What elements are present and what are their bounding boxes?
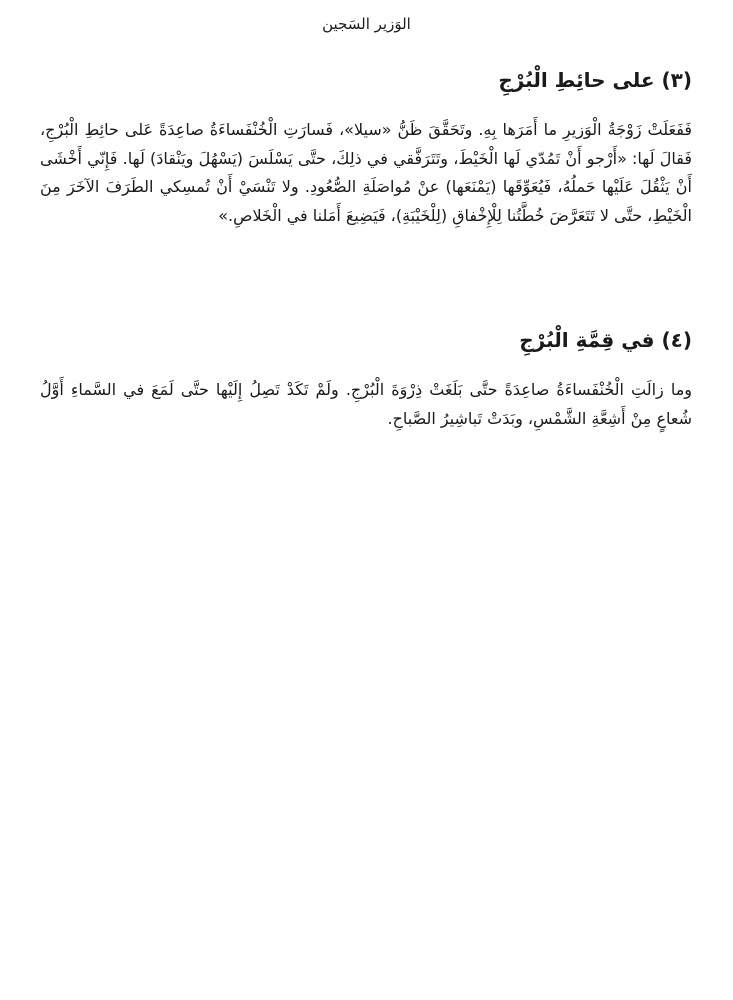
section-4-heading: (٤) في قِمَّةِ الْبُرْجِ bbox=[519, 328, 692, 352]
section-3-body: فَفَعَلَتْ زَوْجَةُ الْوَزيرِ ما أَمَرَها بِهِ. وتَحَقَّقَ ظَنُّ «سيلا»، فَسارَتِ الْخُنْفَساءَةُ صاعِدَةً عَلى حائِطِ الْبُرْجِ، فَقالَ لَها: «أَرْجو أَنْ تَمُدّي لَها الْخَيْطَ، وتَتَرَفَّقي في ذلِكَ، حتَّى يَسْلَسَ (يَسْهُلَ ويَنْقادَ) لَها. فَإِنّي أَخْشَى أَنْ يَثْقُلَ عَلَيْها حَملُهُ، فَيُعَوِّقَها (يَمْنَعَها) عنْ مُواصَلَةِ الصُّعُودِ. ولا تَنْسَيْ أَنْ تُمسِكي الطَرَفَ الآخَرَ مِنَ الْخَيْطِ، حتَّى لا تَتَعَرَّضَ خُطَّتُنا لِلْإِخْفاقِ (لِلْخَيْبَةِ)، فَيَضِيعَ أَمَلنا في الْخَلاصِ.» bbox=[40, 120, 692, 225]
section-3 bbox=[40, 62, 692, 230]
section-4 bbox=[40, 322, 692, 433]
section-3-heading: (٣) على حائِطِ الْبُرْجِ bbox=[498, 68, 692, 92]
running-header-title: الوَزير السَجين bbox=[322, 15, 411, 33]
section-4-body: وما زالَتِ الْخُنْفَساءَةُ صاعِدَةً حتَّى بَلَغَتْ ذِرْوَةَ الْبُرْجِ. ولَمْ تَكَدْ تَصِلُ إِلَيْها حتَّى لَمَعَ في السَّماءِ أَوَّلُ شُعاعٍ مِنْ أَشِعَّةِ الشَّمْسِ، وبَدَتْ تَباشِيرُ الصَّباحِ. bbox=[40, 380, 692, 428]
